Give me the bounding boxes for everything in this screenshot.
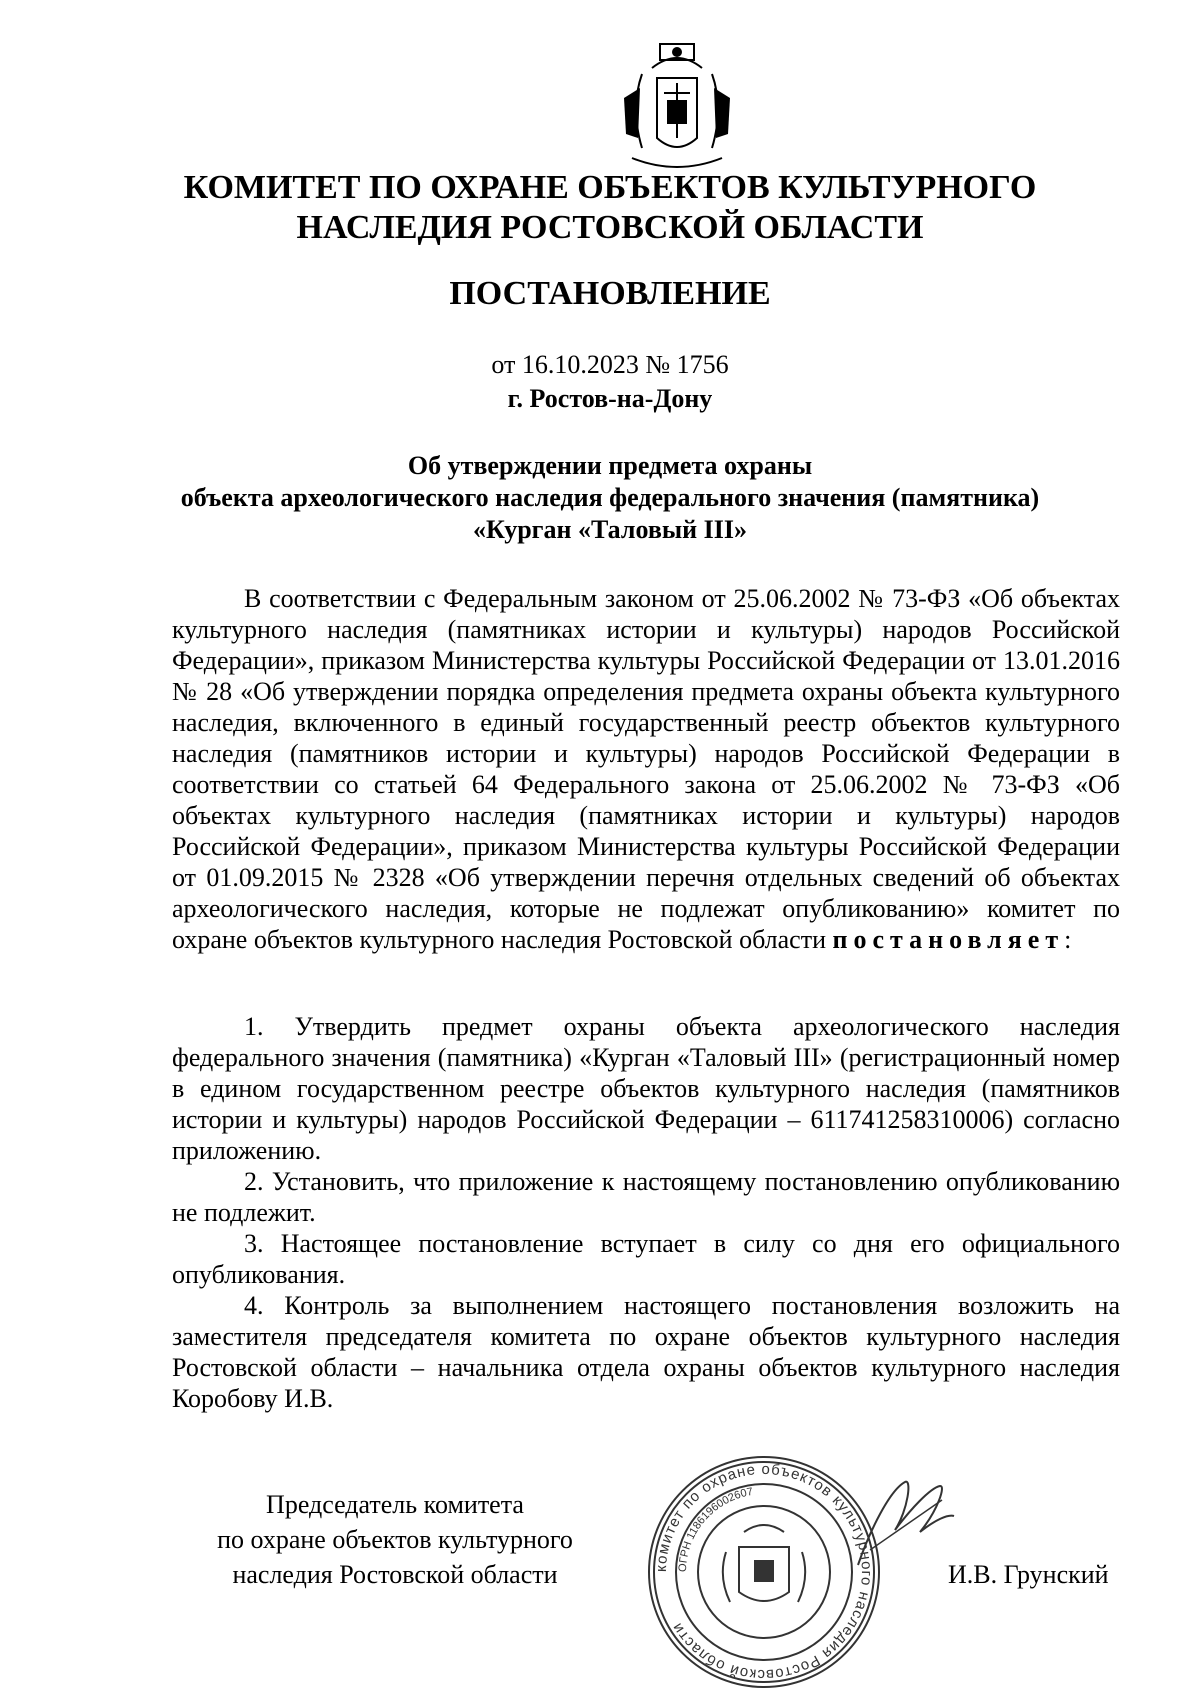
org-line-1: КОМИТЕТ ПО ОХРАНЕ ОБЪЕКТОВ КУЛЬТУРНОГО	[183, 169, 1037, 206]
title-line-1: Об утверждении предмета охраны	[407, 451, 813, 480]
signatory-name: И.В. Грунский	[948, 1560, 1109, 1589]
document-type: ПОСТАНОВЛЕНИЕ	[449, 275, 771, 312]
title-line-2: объекта археологического наследия федерального значения (памятника)	[180, 483, 1040, 512]
decree-item: 3. Настоящее постановление вступает в силу со дня его официального опубликования.	[172, 1229, 1120, 1289]
decree-items	[172, 1011, 1120, 1414]
handwritten-signature-icon	[850, 1470, 960, 1580]
org-line-2: НАСЛЕДИЯ РОСТОВСКОЙ ОБЛАСТИ	[296, 209, 924, 246]
document-city: г. Ростов-на-Дону	[507, 384, 713, 413]
preamble-paragraph	[172, 583, 1120, 955]
document-date-number: от 16.10.2023 № 1756	[491, 350, 729, 379]
position-line-3: наследия Ростовской области	[232, 1560, 558, 1589]
decree-item: 4. Контроль за выполнением настоящего постановления возложить на заместителя председателя комитета по охране объектов культурного наследия Ростовской области – начальника отдела охраны объектов культурного наследия Коробову И.В.	[172, 1291, 1120, 1413]
decree-item: 1. Утвердить предмет охраны объекта археологического наследия федерального значения (памятника) «Курган «Таловый III» (регистрационный номер в едином государственном реестре объектов культурного наследия (памятников истории и культуры) народов Российской Федерации – 611741258310006) согласно приложению.	[172, 1012, 1120, 1165]
seal-inner-text: ОГРН 1186196002607	[676, 1485, 754, 1573]
document-title	[160, 450, 1060, 546]
decree-word: постановляет	[832, 925, 1065, 954]
signatory-position	[180, 1487, 610, 1592]
coat-of-arms-emblem-icon	[612, 38, 742, 178]
seal-outer-text: комитет по охране объектов культурного наследия Ростовской области	[652, 1460, 876, 1684]
position-line-2: по охране объектов культурного	[217, 1525, 573, 1554]
organization-name	[160, 168, 1060, 248]
decree-item: 2. Установить, что приложение к настоящему постановлению опубликованию не подлежит.	[172, 1167, 1120, 1227]
title-line-3: «Курган «Таловый III»	[473, 515, 747, 544]
official-seal-icon	[644, 1452, 884, 1692]
position-line-1: Председатель комитета	[266, 1490, 524, 1519]
preamble-colon: :	[1064, 925, 1072, 954]
preamble-text: В соответствии с Федеральным законом от 25.06.2002 № 73-ФЗ «Об объектах культурного наследия (памятниках истории и культуры) народов Российской Федерации», приказом Министерства культуры Российской Федерации от 13.01.2016 № 28 «Об утверждении порядка определения предмета охраны объекта культурного наследия, включенного в единый государственный реестр объектов культурного наследия (памятников истории и культуры) народов Российской Федерации в соответствии со статьей 64 Федерального закона от 25.06.2002 № 73-ФЗ «Об объектах культурного наследия (памятниках истории и культуры) народов Российской Федерации», приказом Министерства культуры Российской Федерации от 01.09.2015 № 2328 «Об утверждении перечня отдельных сведений об объектах археологического наследия, которые не подлежат опубликованию» комитет по охране объектов культурного наследия Ростовской области	[172, 584, 1120, 954]
